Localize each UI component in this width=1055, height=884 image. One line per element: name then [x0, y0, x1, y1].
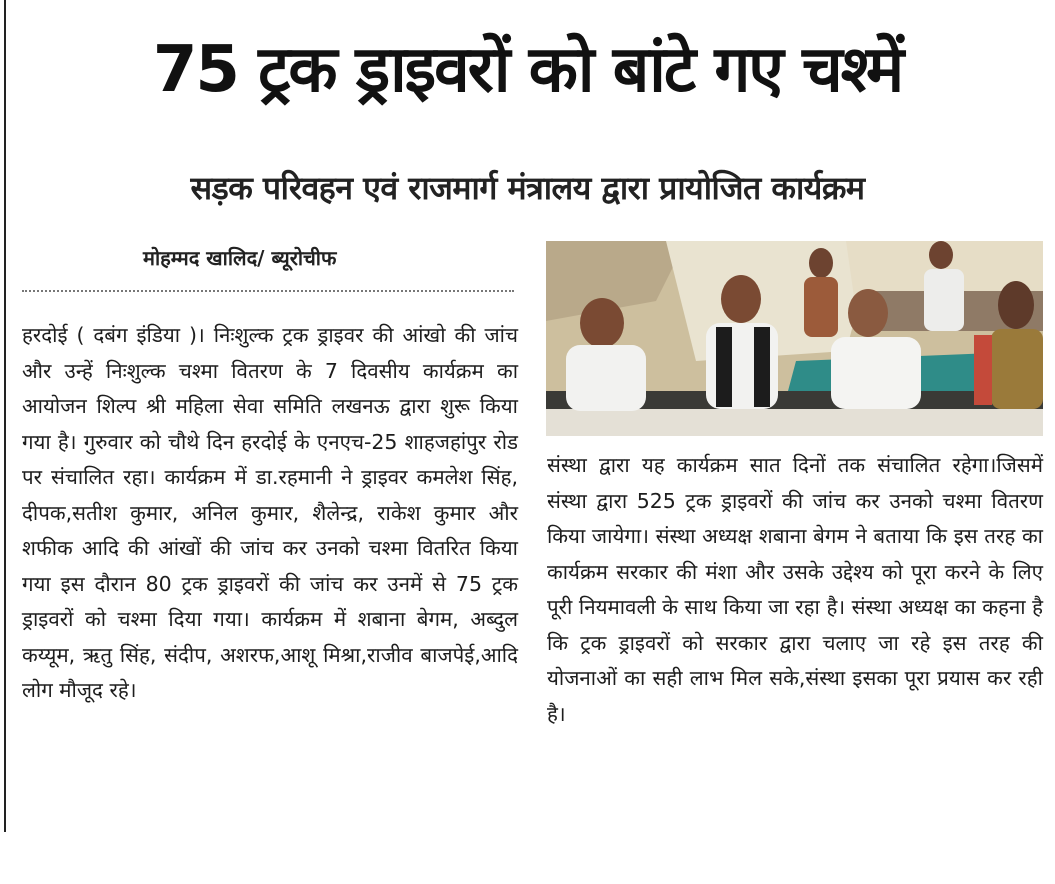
- page-left-rule: [4, 0, 6, 832]
- subheadline: सड़क परिवहन एवं राजमार्ग मंत्रालय द्वारा प्रायोजित कार्यक्रम: [190, 169, 865, 207]
- article-body-left-column: हरदोई ( दबंग इंडिया )। निःशुल्क ट्रक ड्राइवर की आंखो की जांच और उन्हें निःशुल्क चश्मा वितरण के 7 दिवसीय कार्यक्रम का आयोजन शिल्प श्री महिला सेवा समिति लखनऊ द्वारा शुरू किया गया है। गुरुवार को चौथे दिन हरदोई के एनएच-25 शाहजहांपुर रोड पर संचालित रहा। कार्यक्रम में डा.रहमानी ने ड्राइवर कमलेश सिंह, दीपक,सतीश कुमार, अनिल कुमार, शैलेन्द्र, राकेश कुमार और शफीक आदि की आंखों की जांच कर उनको चश्मा वितरित किया गया इस दौरान 80 ट्रक ड्राइवरों की जांच कर उनमें से 75 ट्रक ड्राइवरों को चश्मा दिया गया। कार्यक्रम में शबाना बेगम, अब्दुल कय्यूम, ऋतु सिंह, संदीप, अशरफ,आशू मिश्रा,राजीव बाजपेई,आदि लोग मौजूद रहे।: [22, 323, 518, 702]
- headline: 75 ट्रक ड्राइवरों को बांटे गए चश्में: [152, 33, 903, 107]
- article-photo-illustration: [546, 241, 1043, 436]
- article-photo: [546, 241, 1043, 436]
- byline: मोहम्मद खालिद/ ब्यूरोचीफ: [143, 246, 337, 270]
- byline-divider: [22, 290, 514, 292]
- article-body-right-column: संस्था द्वारा यह कार्यक्रम सात दिनों तक संचालित रहेगा।जिसमें संस्था द्वारा 525 ट्रक ड्राइवरों की जांच कर उनको चश्मा वितरण किया जायेगा। संस्था अध्यक्ष शबाना बेगम ने बताया कि इस तरह का कार्यक्रम सरकार की मंशा और उसके उद्देश्य को पूरा करने के लिए पूरी नियमावली के साथ किया जा रहा है। संस्था अध्यक्ष का कहना है कि ट्रक ड्राइवरों को सरकार द्वारा चलाए जा रहे इस तरह की योजनाओं का सही लाभ मिल सके,संस्था इसका पूरा प्रयास कर रही है।: [547, 453, 1043, 726]
